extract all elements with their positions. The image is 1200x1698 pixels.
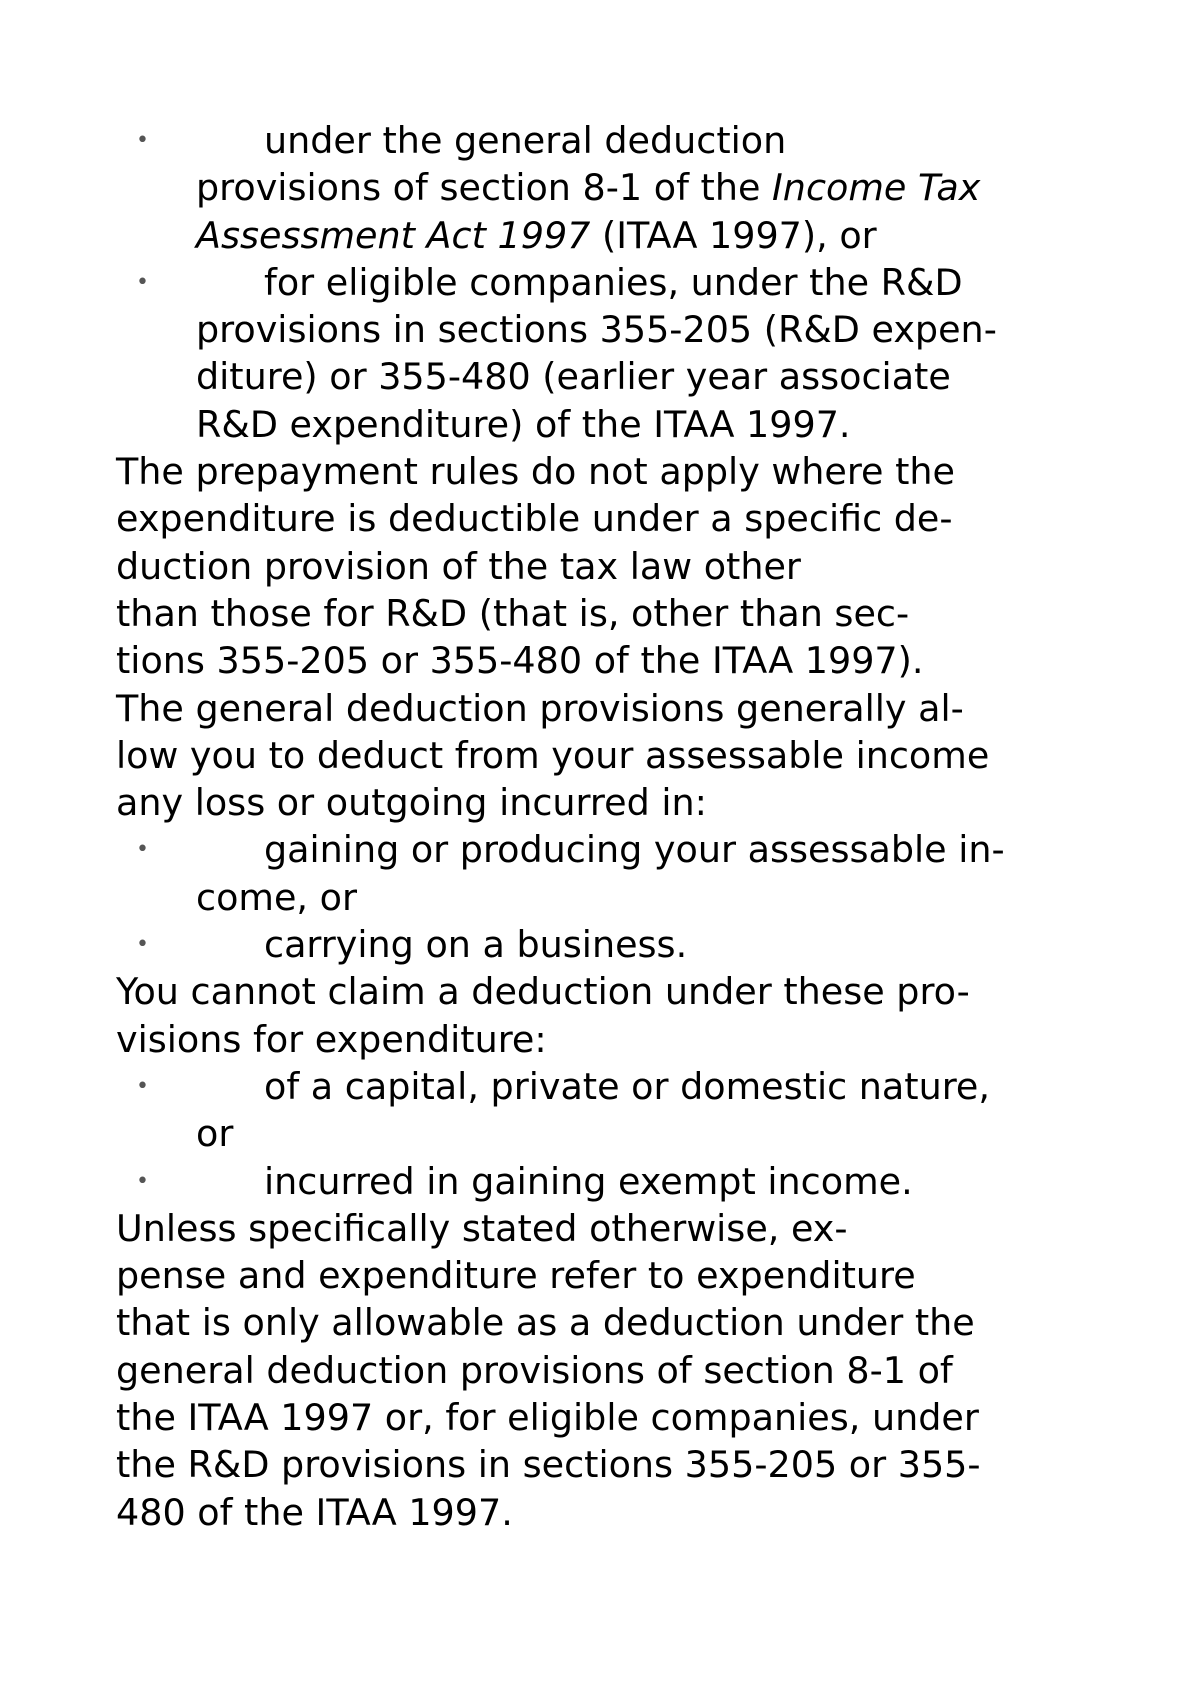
text-run: under the general deduction <box>264 119 787 162</box>
text-line: that is only allowable as a deduction under the <box>116 1301 975 1345</box>
text-line <box>116 353 1106 400</box>
text-line: 480 of the ITAA 1997. <box>116 1490 513 1534</box>
text-line <box>116 826 1106 873</box>
paragraph <box>116 968 1106 1063</box>
text-run: provisions of section 8-1 of the <box>196 166 773 210</box>
text-run: of a capital, private or domestic nature, <box>264 1064 990 1108</box>
text-run: incurred in gaining exempt income. <box>264 1159 913 1203</box>
text-line: duction provision of the tax law other <box>116 544 801 588</box>
text-line: Unless specifically stated otherwise, ex- <box>116 1206 848 1250</box>
list-item <box>116 117 1106 259</box>
bullet-icon: • <box>136 269 149 295</box>
text-line: low you to deduct from your assessable income <box>116 733 990 777</box>
text-line: The prepayment rules do not apply where the <box>116 450 956 494</box>
text-run: R&D expenditure) of the ITAA 1997. <box>196 402 851 446</box>
text-line <box>116 874 1106 921</box>
bullet-list <box>116 826 1106 968</box>
text-line: than those for R&D (that is, other than sec- <box>116 591 910 635</box>
text-run: carrying on a business. <box>264 923 688 967</box>
italic-text: Income Tax <box>772 166 981 210</box>
text-line <box>116 1158 1106 1205</box>
text-line: You cannot claim a deduction under these pro- <box>116 970 970 1014</box>
bullet-icon: • <box>136 1073 149 1099</box>
text-run: or <box>196 1112 234 1156</box>
text-line: The general deduction provisions generally al- <box>116 686 964 730</box>
text-run: provisions in sections 355-205 (R&D expen- <box>196 308 997 352</box>
text-line <box>116 401 1106 448</box>
text-run: come, or <box>196 875 357 919</box>
text-line: any loss or outgoing incurred in: <box>116 781 707 825</box>
paragraph <box>116 685 1106 827</box>
italic-text: Assessment Act 1997 <box>196 213 591 257</box>
text-line: general deduction provisions of section 8-1 of <box>116 1348 953 1392</box>
text-run: for eligible companies, under the R&D <box>264 260 963 304</box>
bullet-icon: • <box>136 932 149 958</box>
text-line: the ITAA 1997 or, for eligible companies, under <box>116 1396 979 1440</box>
text-run: gaining or producing your assessable in- <box>264 828 1005 872</box>
text-line <box>116 259 1106 306</box>
list-item <box>116 1063 1106 1158</box>
text-line <box>116 164 1106 211</box>
bullet-icon: • <box>136 128 149 153</box>
paragraph <box>116 1205 1106 1536</box>
text-run: (ITAA 1997), or <box>590 213 877 257</box>
text-line <box>116 212 1106 259</box>
text-line: the R&D provisions in sections 355-205 or 355- <box>116 1443 981 1487</box>
paragraph <box>116 448 1106 684</box>
text-run: diture) or 355-480 (earlier year associate <box>196 355 951 399</box>
text-line <box>116 117 1106 164</box>
list-item <box>116 259 1106 448</box>
bullet-icon: • <box>136 1168 149 1194</box>
bullet-icon: • <box>136 837 149 863</box>
list-item <box>116 921 1106 968</box>
document-body <box>116 117 1106 1536</box>
list-item <box>116 1158 1106 1205</box>
text-line <box>116 1110 1106 1157</box>
bullet-list <box>116 1063 1106 1205</box>
list-item <box>116 826 1106 921</box>
text-line: expenditure is deductible under a specific de- <box>116 497 953 541</box>
text-line: tions 355-205 or 355-480 of the ITAA 1997). <box>116 639 924 683</box>
text-line: visions for expenditure: <box>116 1017 547 1061</box>
text-line: pense and expenditure refer to expenditure <box>116 1254 916 1298</box>
text-line <box>116 921 1106 968</box>
text-line <box>116 306 1106 353</box>
text-line <box>116 1063 1106 1110</box>
bullet-list <box>116 117 1106 448</box>
